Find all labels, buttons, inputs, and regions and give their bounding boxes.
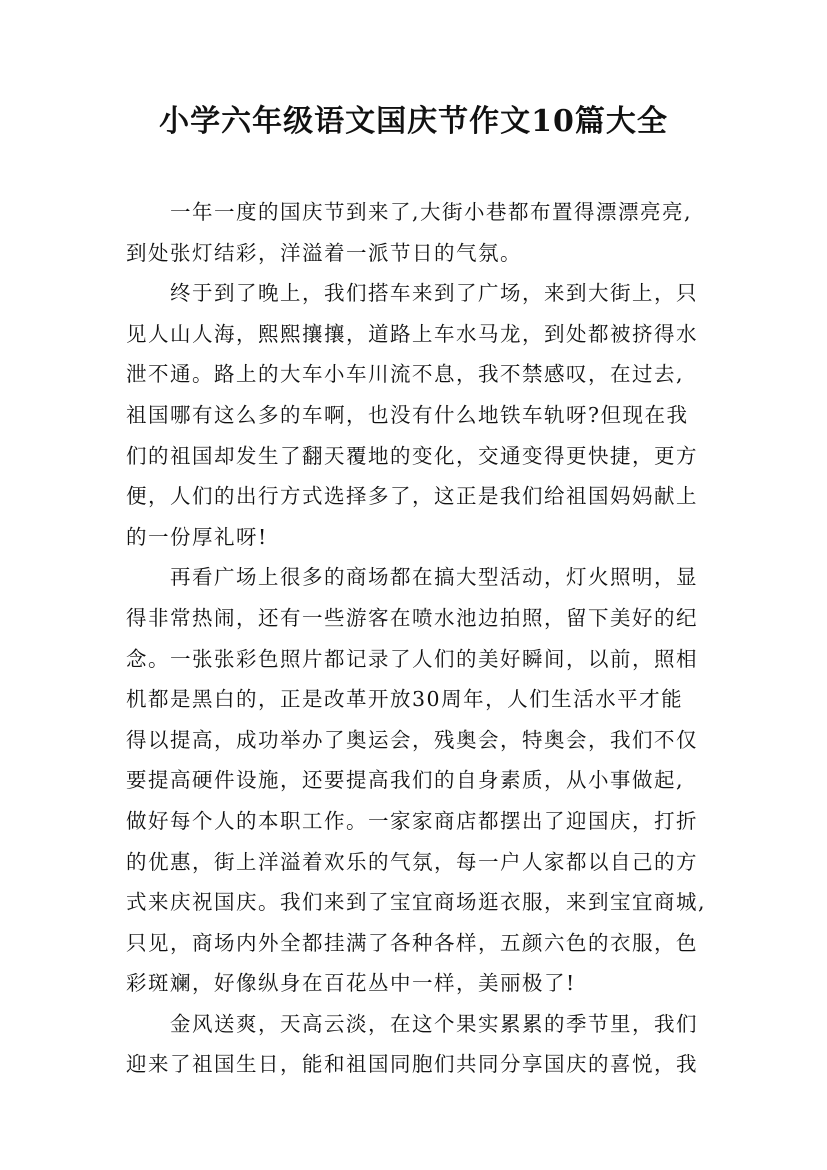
paragraph-line: 们的祖国却发生了翻天覆地的变化，交通变得更快捷，更方 xyxy=(126,443,698,468)
paragraph-line: 泄不通。路上的大车小车川流不息，我不禁感叹，在过去, xyxy=(126,362,685,387)
paragraph-line: 便，人们的出行方式选择多了，这正是我们给祖国妈妈献上 xyxy=(126,484,698,509)
paragraph-line: 要提高硬件设施，还要提高我们的自身素质，从小事做起, xyxy=(126,768,685,793)
paragraph-line: 的一份厚礼呀! xyxy=(126,524,268,549)
paragraph-line: 金风送爽，天高云淡，在这个果实累累的季节里，我们 xyxy=(170,1011,698,1036)
paragraph-line: 机都是黑白的，正是改革开放30周年，人们生活水平才能 xyxy=(126,687,684,712)
paragraph-line: 得非常热闹，还有一些游客在喷水池边拍照，留下美好的纪 xyxy=(126,605,698,630)
paragraph-line: 迎来了祖国生日，能和祖国同胞们共同分享国庆的喜悦，我 xyxy=(126,1052,698,1077)
paragraph-line: 做好每个人的本职工作。一家家商店都摆出了迎国庆，打折 xyxy=(126,808,698,833)
paragraph-line: 的优惠，街上洋溢着欢乐的气氛，每一户人家都以自己的方 xyxy=(126,849,698,874)
paragraph-line: 念。一张张彩色照片都记录了人们的美好瞬间，以前，照相 xyxy=(126,646,698,671)
paragraph-line: 再看广场上很多的商场都在搞大型活动，灯火照明，显 xyxy=(170,565,698,590)
paragraph-line: 得以提高，成功举办了奥运会，残奥会，特奥会，我们不仅 xyxy=(126,727,698,752)
paragraph-line: 彩斑斓，好像纵身在百花丛中一样，美丽极了! xyxy=(126,971,576,996)
paragraph-line: 终于到了晚上，我们搭车来到了广场，来到大街上，只 xyxy=(170,281,698,306)
document-body xyxy=(126,192,716,1085)
paragraph-line: 一年一度的国庆节到来了,大街小巷都布置得漂漂亮亮, xyxy=(170,200,693,224)
paragraph-line: 到处张灯结彩，洋溢着一派节日的气氛。 xyxy=(126,240,522,265)
paragraph-line: 式来庆祝国庆。我们来到了宝宜商场逛衣服，来到宝宜商城, xyxy=(126,890,707,915)
paragraph-line: 只见，商场内外全都挂满了各种各样，五颜六色的衣服，色 xyxy=(126,930,698,955)
paragraph-line: 祖国哪有这么多的车啊，也没有什么地铁车轨呀?但现在我 xyxy=(126,402,689,427)
document-title: 小学六年级语文国庆节作文10篇大全 xyxy=(159,104,668,139)
paragraph-line: 见人山人海，熙熙攘攘，道路上车水马龙，到处都被挤得水 xyxy=(126,321,698,346)
